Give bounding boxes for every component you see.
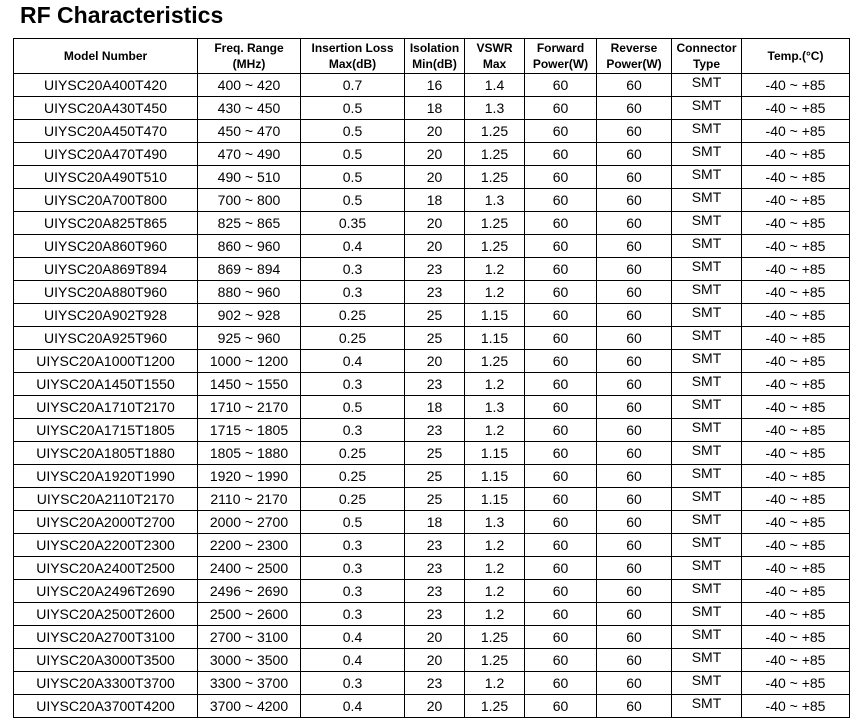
insertion-loss-cell: 0.5 xyxy=(301,97,405,120)
table-row xyxy=(14,120,850,143)
header-model-number: Model Number xyxy=(14,39,198,74)
insertion-loss-cell: 0.3 xyxy=(301,281,405,304)
connector-type-cell: SMT xyxy=(672,580,742,603)
reverse-power-cell: 60 xyxy=(597,511,672,534)
freq-range-cell: 1920 ~ 1990 xyxy=(198,465,301,488)
header-temperature: Temp.(°C) xyxy=(742,39,850,74)
vswr-cell: 1.15 xyxy=(465,304,525,327)
temperature-cell: -40 ~ +85 xyxy=(742,465,850,488)
connector-type-cell: SMT xyxy=(672,488,742,511)
vswr-cell: 1.2 xyxy=(465,557,525,580)
vswr-cell: 1.3 xyxy=(465,97,525,120)
model-number-cell: UIYSC20A925T960 xyxy=(14,327,198,350)
table-row xyxy=(14,327,850,350)
isolation-cell: 23 xyxy=(405,557,465,580)
model-number-cell: UIYSC20A1710T2170 xyxy=(14,396,198,419)
forward-power-cell: 60 xyxy=(525,695,597,718)
header-connector-type: Connector Type xyxy=(672,39,742,74)
vswr-cell: 1.2 xyxy=(465,603,525,626)
table-row xyxy=(14,212,850,235)
model-number-cell: UIYSC20A880T960 xyxy=(14,281,198,304)
table-row xyxy=(14,672,850,695)
freq-range-cell: 1450 ~ 1550 xyxy=(198,373,301,396)
temperature-cell: -40 ~ +85 xyxy=(742,396,850,419)
model-number-cell: UIYSC20A2200T2300 xyxy=(14,534,198,557)
header-insertion-loss: Insertion Loss Max(dB) xyxy=(301,39,405,74)
model-number-cell: UIYSC20A825T865 xyxy=(14,212,198,235)
connector-type-cell: SMT xyxy=(672,419,742,442)
forward-power-cell: 60 xyxy=(525,511,597,534)
freq-range-cell: 2700 ~ 3100 xyxy=(198,626,301,649)
connector-type-cell: SMT xyxy=(672,396,742,419)
vswr-cell: 1.2 xyxy=(465,580,525,603)
model-number-cell: UIYSC20A430T450 xyxy=(14,97,198,120)
insertion-loss-cell: 0.5 xyxy=(301,396,405,419)
temperature-cell: -40 ~ +85 xyxy=(742,97,850,120)
freq-range-cell: 869 ~ 894 xyxy=(198,258,301,281)
vswr-cell: 1.25 xyxy=(465,143,525,166)
freq-range-cell: 700 ~ 800 xyxy=(198,189,301,212)
forward-power-cell: 60 xyxy=(525,258,597,281)
insertion-loss-cell: 0.4 xyxy=(301,695,405,718)
vswr-cell: 1.2 xyxy=(465,258,525,281)
insertion-loss-cell: 0.35 xyxy=(301,212,405,235)
connector-type-cell: SMT xyxy=(672,603,742,626)
insertion-loss-cell: 0.5 xyxy=(301,511,405,534)
table-row xyxy=(14,557,850,580)
insertion-loss-cell: 0.25 xyxy=(301,304,405,327)
model-number-cell: UIYSC20A2700T3100 xyxy=(14,626,198,649)
model-number-cell: UIYSC20A450T470 xyxy=(14,120,198,143)
model-number-cell: UIYSC20A860T960 xyxy=(14,235,198,258)
insertion-loss-cell: 0.5 xyxy=(301,120,405,143)
insertion-loss-cell: 0.4 xyxy=(301,626,405,649)
freq-range-cell: 1715 ~ 1805 xyxy=(198,419,301,442)
insertion-loss-cell: 0.4 xyxy=(301,350,405,373)
reverse-power-cell: 60 xyxy=(597,488,672,511)
isolation-cell: 20 xyxy=(405,143,465,166)
temperature-cell: -40 ~ +85 xyxy=(742,603,850,626)
model-number-cell: UIYSC20A470T490 xyxy=(14,143,198,166)
temperature-cell: -40 ~ +85 xyxy=(742,442,850,465)
isolation-cell: 18 xyxy=(405,189,465,212)
table-row xyxy=(14,695,850,718)
reverse-power-cell: 60 xyxy=(597,304,672,327)
reverse-power-cell: 60 xyxy=(597,327,672,350)
vswr-cell: 1.2 xyxy=(465,281,525,304)
forward-power-cell: 60 xyxy=(525,212,597,235)
insertion-loss-cell: 0.5 xyxy=(301,143,405,166)
forward-power-cell: 60 xyxy=(525,488,597,511)
model-number-cell: UIYSC20A1805T1880 xyxy=(14,442,198,465)
freq-range-cell: 1805 ~ 1880 xyxy=(198,442,301,465)
insertion-loss-cell: 0.25 xyxy=(301,327,405,350)
model-number-cell: UIYSC20A400T420 xyxy=(14,74,198,97)
connector-type-cell: SMT xyxy=(672,281,742,304)
temperature-cell: -40 ~ +85 xyxy=(742,580,850,603)
reverse-power-cell: 60 xyxy=(597,419,672,442)
table-row xyxy=(14,396,850,419)
temperature-cell: -40 ~ +85 xyxy=(742,166,850,189)
vswr-cell: 1.15 xyxy=(465,465,525,488)
table-body xyxy=(14,74,850,718)
reverse-power-cell: 60 xyxy=(597,281,672,304)
vswr-cell: 1.25 xyxy=(465,166,525,189)
freq-range-cell: 3700 ~ 4200 xyxy=(198,695,301,718)
table-row xyxy=(14,442,850,465)
rf-characteristics-table xyxy=(13,38,850,718)
connector-type-cell: SMT xyxy=(672,235,742,258)
insertion-loss-cell: 0.5 xyxy=(301,189,405,212)
insertion-loss-cell: 0.3 xyxy=(301,672,405,695)
isolation-cell: 25 xyxy=(405,304,465,327)
vswr-cell: 1.15 xyxy=(465,488,525,511)
vswr-cell: 1.4 xyxy=(465,74,525,97)
reverse-power-cell: 60 xyxy=(597,534,672,557)
freq-range-cell: 825 ~ 865 xyxy=(198,212,301,235)
isolation-cell: 25 xyxy=(405,442,465,465)
insertion-loss-cell: 0.25 xyxy=(301,465,405,488)
reverse-power-cell: 60 xyxy=(597,580,672,603)
freq-range-cell: 902 ~ 928 xyxy=(198,304,301,327)
table-row xyxy=(14,74,850,97)
forward-power-cell: 60 xyxy=(525,373,597,396)
vswr-cell: 1.3 xyxy=(465,189,525,212)
table-row xyxy=(14,235,850,258)
forward-power-cell: 60 xyxy=(525,442,597,465)
insertion-loss-cell: 0.25 xyxy=(301,488,405,511)
reverse-power-cell: 60 xyxy=(597,166,672,189)
insertion-loss-cell: 0.7 xyxy=(301,74,405,97)
connector-type-cell: SMT xyxy=(672,143,742,166)
insertion-loss-cell: 0.3 xyxy=(301,373,405,396)
forward-power-cell: 60 xyxy=(525,166,597,189)
forward-power-cell: 60 xyxy=(525,189,597,212)
forward-power-cell: 60 xyxy=(525,281,597,304)
temperature-cell: -40 ~ +85 xyxy=(742,419,850,442)
temperature-cell: -40 ~ +85 xyxy=(742,120,850,143)
vswr-cell: 1.25 xyxy=(465,350,525,373)
temperature-cell: -40 ~ +85 xyxy=(742,235,850,258)
temperature-cell: -40 ~ +85 xyxy=(742,626,850,649)
table-row xyxy=(14,465,850,488)
vswr-cell: 1.2 xyxy=(465,419,525,442)
temperature-cell: -40 ~ +85 xyxy=(742,557,850,580)
reverse-power-cell: 60 xyxy=(597,258,672,281)
reverse-power-cell: 60 xyxy=(597,465,672,488)
connector-type-cell: SMT xyxy=(672,465,742,488)
temperature-cell: -40 ~ +85 xyxy=(742,327,850,350)
connector-type-cell: SMT xyxy=(672,557,742,580)
model-number-cell: UIYSC20A2000T2700 xyxy=(14,511,198,534)
forward-power-cell: 60 xyxy=(525,350,597,373)
freq-range-cell: 490 ~ 510 xyxy=(198,166,301,189)
forward-power-cell: 60 xyxy=(525,235,597,258)
insertion-loss-cell: 0.3 xyxy=(301,557,405,580)
header-vswr: VSWR Max xyxy=(465,39,525,74)
insertion-loss-cell: 0.5 xyxy=(301,166,405,189)
reverse-power-cell: 60 xyxy=(597,143,672,166)
isolation-cell: 25 xyxy=(405,465,465,488)
reverse-power-cell: 60 xyxy=(597,373,672,396)
table-row xyxy=(14,373,850,396)
table-row xyxy=(14,304,850,327)
temperature-cell: -40 ~ +85 xyxy=(742,695,850,718)
reverse-power-cell: 60 xyxy=(597,672,672,695)
isolation-cell: 20 xyxy=(405,649,465,672)
connector-type-cell: SMT xyxy=(672,120,742,143)
reverse-power-cell: 60 xyxy=(597,350,672,373)
isolation-cell: 20 xyxy=(405,235,465,258)
temperature-cell: -40 ~ +85 xyxy=(742,189,850,212)
reverse-power-cell: 60 xyxy=(597,120,672,143)
temperature-cell: -40 ~ +85 xyxy=(742,304,850,327)
freq-range-cell: 470 ~ 490 xyxy=(198,143,301,166)
vswr-cell: 1.2 xyxy=(465,373,525,396)
reverse-power-cell: 60 xyxy=(597,235,672,258)
connector-type-cell: SMT xyxy=(672,97,742,120)
model-number-cell: UIYSC20A1920T1990 xyxy=(14,465,198,488)
reverse-power-cell: 60 xyxy=(597,695,672,718)
table-row xyxy=(14,488,850,511)
vswr-cell: 1.2 xyxy=(465,672,525,695)
forward-power-cell: 60 xyxy=(525,626,597,649)
insertion-loss-cell: 0.3 xyxy=(301,580,405,603)
connector-type-cell: SMT xyxy=(672,304,742,327)
isolation-cell: 20 xyxy=(405,695,465,718)
freq-range-cell: 880 ~ 960 xyxy=(198,281,301,304)
table-row xyxy=(14,419,850,442)
isolation-cell: 20 xyxy=(405,120,465,143)
temperature-cell: -40 ~ +85 xyxy=(742,672,850,695)
forward-power-cell: 60 xyxy=(525,465,597,488)
freq-range-cell: 400 ~ 420 xyxy=(198,74,301,97)
table-row xyxy=(14,166,850,189)
temperature-cell: -40 ~ +85 xyxy=(742,511,850,534)
connector-type-cell: SMT xyxy=(672,695,742,718)
insertion-loss-cell: 0.3 xyxy=(301,603,405,626)
forward-power-cell: 60 xyxy=(525,74,597,97)
model-number-cell: UIYSC20A2500T2600 xyxy=(14,603,198,626)
table-row xyxy=(14,603,850,626)
vswr-cell: 1.3 xyxy=(465,396,525,419)
connector-type-cell: SMT xyxy=(672,258,742,281)
vswr-cell: 1.25 xyxy=(465,212,525,235)
vswr-cell: 1.15 xyxy=(465,327,525,350)
temperature-cell: -40 ~ +85 xyxy=(742,281,850,304)
insertion-loss-cell: 0.3 xyxy=(301,258,405,281)
isolation-cell: 23 xyxy=(405,534,465,557)
table-row xyxy=(14,281,850,304)
connector-type-cell: SMT xyxy=(672,74,742,97)
temperature-cell: -40 ~ +85 xyxy=(742,373,850,396)
forward-power-cell: 60 xyxy=(525,304,597,327)
model-number-cell: UIYSC20A490T510 xyxy=(14,166,198,189)
reverse-power-cell: 60 xyxy=(597,649,672,672)
vswr-cell: 1.3 xyxy=(465,511,525,534)
isolation-cell: 23 xyxy=(405,419,465,442)
freq-range-cell: 2496 ~ 2690 xyxy=(198,580,301,603)
model-number-cell: UIYSC20A1000T1200 xyxy=(14,350,198,373)
freq-range-cell: 2500 ~ 2600 xyxy=(198,603,301,626)
connector-type-cell: SMT xyxy=(672,166,742,189)
freq-range-cell: 2400 ~ 2500 xyxy=(198,557,301,580)
isolation-cell: 20 xyxy=(405,212,465,235)
freq-range-cell: 430 ~ 450 xyxy=(198,97,301,120)
forward-power-cell: 60 xyxy=(525,396,597,419)
model-number-cell: UIYSC20A3300T3700 xyxy=(14,672,198,695)
forward-power-cell: 60 xyxy=(525,327,597,350)
model-number-cell: UIYSC20A2400T2500 xyxy=(14,557,198,580)
isolation-cell: 20 xyxy=(405,350,465,373)
page-title: RF Characteristics xyxy=(20,2,224,28)
forward-power-cell: 60 xyxy=(525,580,597,603)
isolation-cell: 23 xyxy=(405,281,465,304)
reverse-power-cell: 60 xyxy=(597,557,672,580)
vswr-cell: 1.25 xyxy=(465,120,525,143)
forward-power-cell: 60 xyxy=(525,419,597,442)
reverse-power-cell: 60 xyxy=(597,74,672,97)
table-row xyxy=(14,189,850,212)
model-number-cell: UIYSC20A869T894 xyxy=(14,258,198,281)
freq-range-cell: 3000 ~ 3500 xyxy=(198,649,301,672)
connector-type-cell: SMT xyxy=(672,649,742,672)
insertion-loss-cell: 0.4 xyxy=(301,649,405,672)
freq-range-cell: 1000 ~ 1200 xyxy=(198,350,301,373)
reverse-power-cell: 60 xyxy=(597,212,672,235)
table-row xyxy=(14,649,850,672)
connector-type-cell: SMT xyxy=(672,212,742,235)
freq-range-cell: 1710 ~ 2170 xyxy=(198,396,301,419)
reverse-power-cell: 60 xyxy=(597,396,672,419)
temperature-cell: -40 ~ +85 xyxy=(742,350,850,373)
model-number-cell: UIYSC20A3000T3500 xyxy=(14,649,198,672)
insertion-loss-cell: 0.3 xyxy=(301,534,405,557)
isolation-cell: 23 xyxy=(405,258,465,281)
freq-range-cell: 450 ~ 470 xyxy=(198,120,301,143)
temperature-cell: -40 ~ +85 xyxy=(742,212,850,235)
connector-type-cell: SMT xyxy=(672,189,742,212)
forward-power-cell: 60 xyxy=(525,672,597,695)
model-number-cell: UIYSC20A3700T4200 xyxy=(14,695,198,718)
freq-range-cell: 3300 ~ 3700 xyxy=(198,672,301,695)
insertion-loss-cell: 0.4 xyxy=(301,235,405,258)
forward-power-cell: 60 xyxy=(525,534,597,557)
connector-type-cell: SMT xyxy=(672,442,742,465)
connector-type-cell: SMT xyxy=(672,534,742,557)
table-row xyxy=(14,97,850,120)
forward-power-cell: 60 xyxy=(525,120,597,143)
model-number-cell: UIYSC20A902T928 xyxy=(14,304,198,327)
vswr-cell: 1.2 xyxy=(465,534,525,557)
freq-range-cell: 860 ~ 960 xyxy=(198,235,301,258)
forward-power-cell: 60 xyxy=(525,603,597,626)
freq-range-cell: 2200 ~ 2300 xyxy=(198,534,301,557)
model-number-cell: UIYSC20A1450T1550 xyxy=(14,373,198,396)
table-row xyxy=(14,534,850,557)
connector-type-cell: SMT xyxy=(672,672,742,695)
table-row xyxy=(14,258,850,281)
header-forward-power: Forward Power(W) xyxy=(525,39,597,74)
vswr-cell: 1.25 xyxy=(465,695,525,718)
isolation-cell: 18 xyxy=(405,511,465,534)
freq-range-cell: 2000 ~ 2700 xyxy=(198,511,301,534)
forward-power-cell: 60 xyxy=(525,143,597,166)
insertion-loss-cell: 0.25 xyxy=(301,442,405,465)
isolation-cell: 23 xyxy=(405,373,465,396)
model-number-cell: UIYSC20A700T800 xyxy=(14,189,198,212)
freq-range-cell: 925 ~ 960 xyxy=(198,327,301,350)
vswr-cell: 1.25 xyxy=(465,649,525,672)
table-header-row xyxy=(14,39,850,74)
forward-power-cell: 60 xyxy=(525,97,597,120)
isolation-cell: 23 xyxy=(405,580,465,603)
isolation-cell: 25 xyxy=(405,327,465,350)
insertion-loss-cell: 0.3 xyxy=(301,419,405,442)
connector-type-cell: SMT xyxy=(672,511,742,534)
model-number-cell: UIYSC20A2496T2690 xyxy=(14,580,198,603)
model-number-cell: UIYSC20A1715T1805 xyxy=(14,419,198,442)
temperature-cell: -40 ~ +85 xyxy=(742,143,850,166)
header-freq-range: Freq. Range (MHz) xyxy=(198,39,301,74)
table-row xyxy=(14,580,850,603)
header-reverse-power: Reverse Power(W) xyxy=(597,39,672,74)
table-row xyxy=(14,626,850,649)
table-row xyxy=(14,350,850,373)
temperature-cell: -40 ~ +85 xyxy=(742,74,850,97)
forward-power-cell: 60 xyxy=(525,649,597,672)
model-number-cell: UIYSC20A2110T2170 xyxy=(14,488,198,511)
connector-type-cell: SMT xyxy=(672,350,742,373)
reverse-power-cell: 60 xyxy=(597,603,672,626)
isolation-cell: 20 xyxy=(405,166,465,189)
connector-type-cell: SMT xyxy=(672,373,742,396)
temperature-cell: -40 ~ +85 xyxy=(742,649,850,672)
forward-power-cell: 60 xyxy=(525,557,597,580)
connector-type-cell: SMT xyxy=(672,626,742,649)
isolation-cell: 23 xyxy=(405,672,465,695)
reverse-power-cell: 60 xyxy=(597,442,672,465)
isolation-cell: 18 xyxy=(405,396,465,419)
vswr-cell: 1.15 xyxy=(465,442,525,465)
table-row xyxy=(14,143,850,166)
reverse-power-cell: 60 xyxy=(597,189,672,212)
isolation-cell: 25 xyxy=(405,488,465,511)
reverse-power-cell: 60 xyxy=(597,97,672,120)
temperature-cell: -40 ~ +85 xyxy=(742,534,850,557)
vswr-cell: 1.25 xyxy=(465,626,525,649)
temperature-cell: -40 ~ +85 xyxy=(742,258,850,281)
vswr-cell: 1.25 xyxy=(465,235,525,258)
temperature-cell: -40 ~ +85 xyxy=(742,488,850,511)
isolation-cell: 20 xyxy=(405,626,465,649)
freq-range-cell: 2110 ~ 2170 xyxy=(198,488,301,511)
reverse-power-cell: 60 xyxy=(597,626,672,649)
connector-type-cell: SMT xyxy=(672,327,742,350)
table-row xyxy=(14,511,850,534)
isolation-cell: 18 xyxy=(405,97,465,120)
header-isolation: Isolation Min(dB) xyxy=(405,39,465,74)
isolation-cell: 23 xyxy=(405,603,465,626)
isolation-cell: 16 xyxy=(405,74,465,97)
